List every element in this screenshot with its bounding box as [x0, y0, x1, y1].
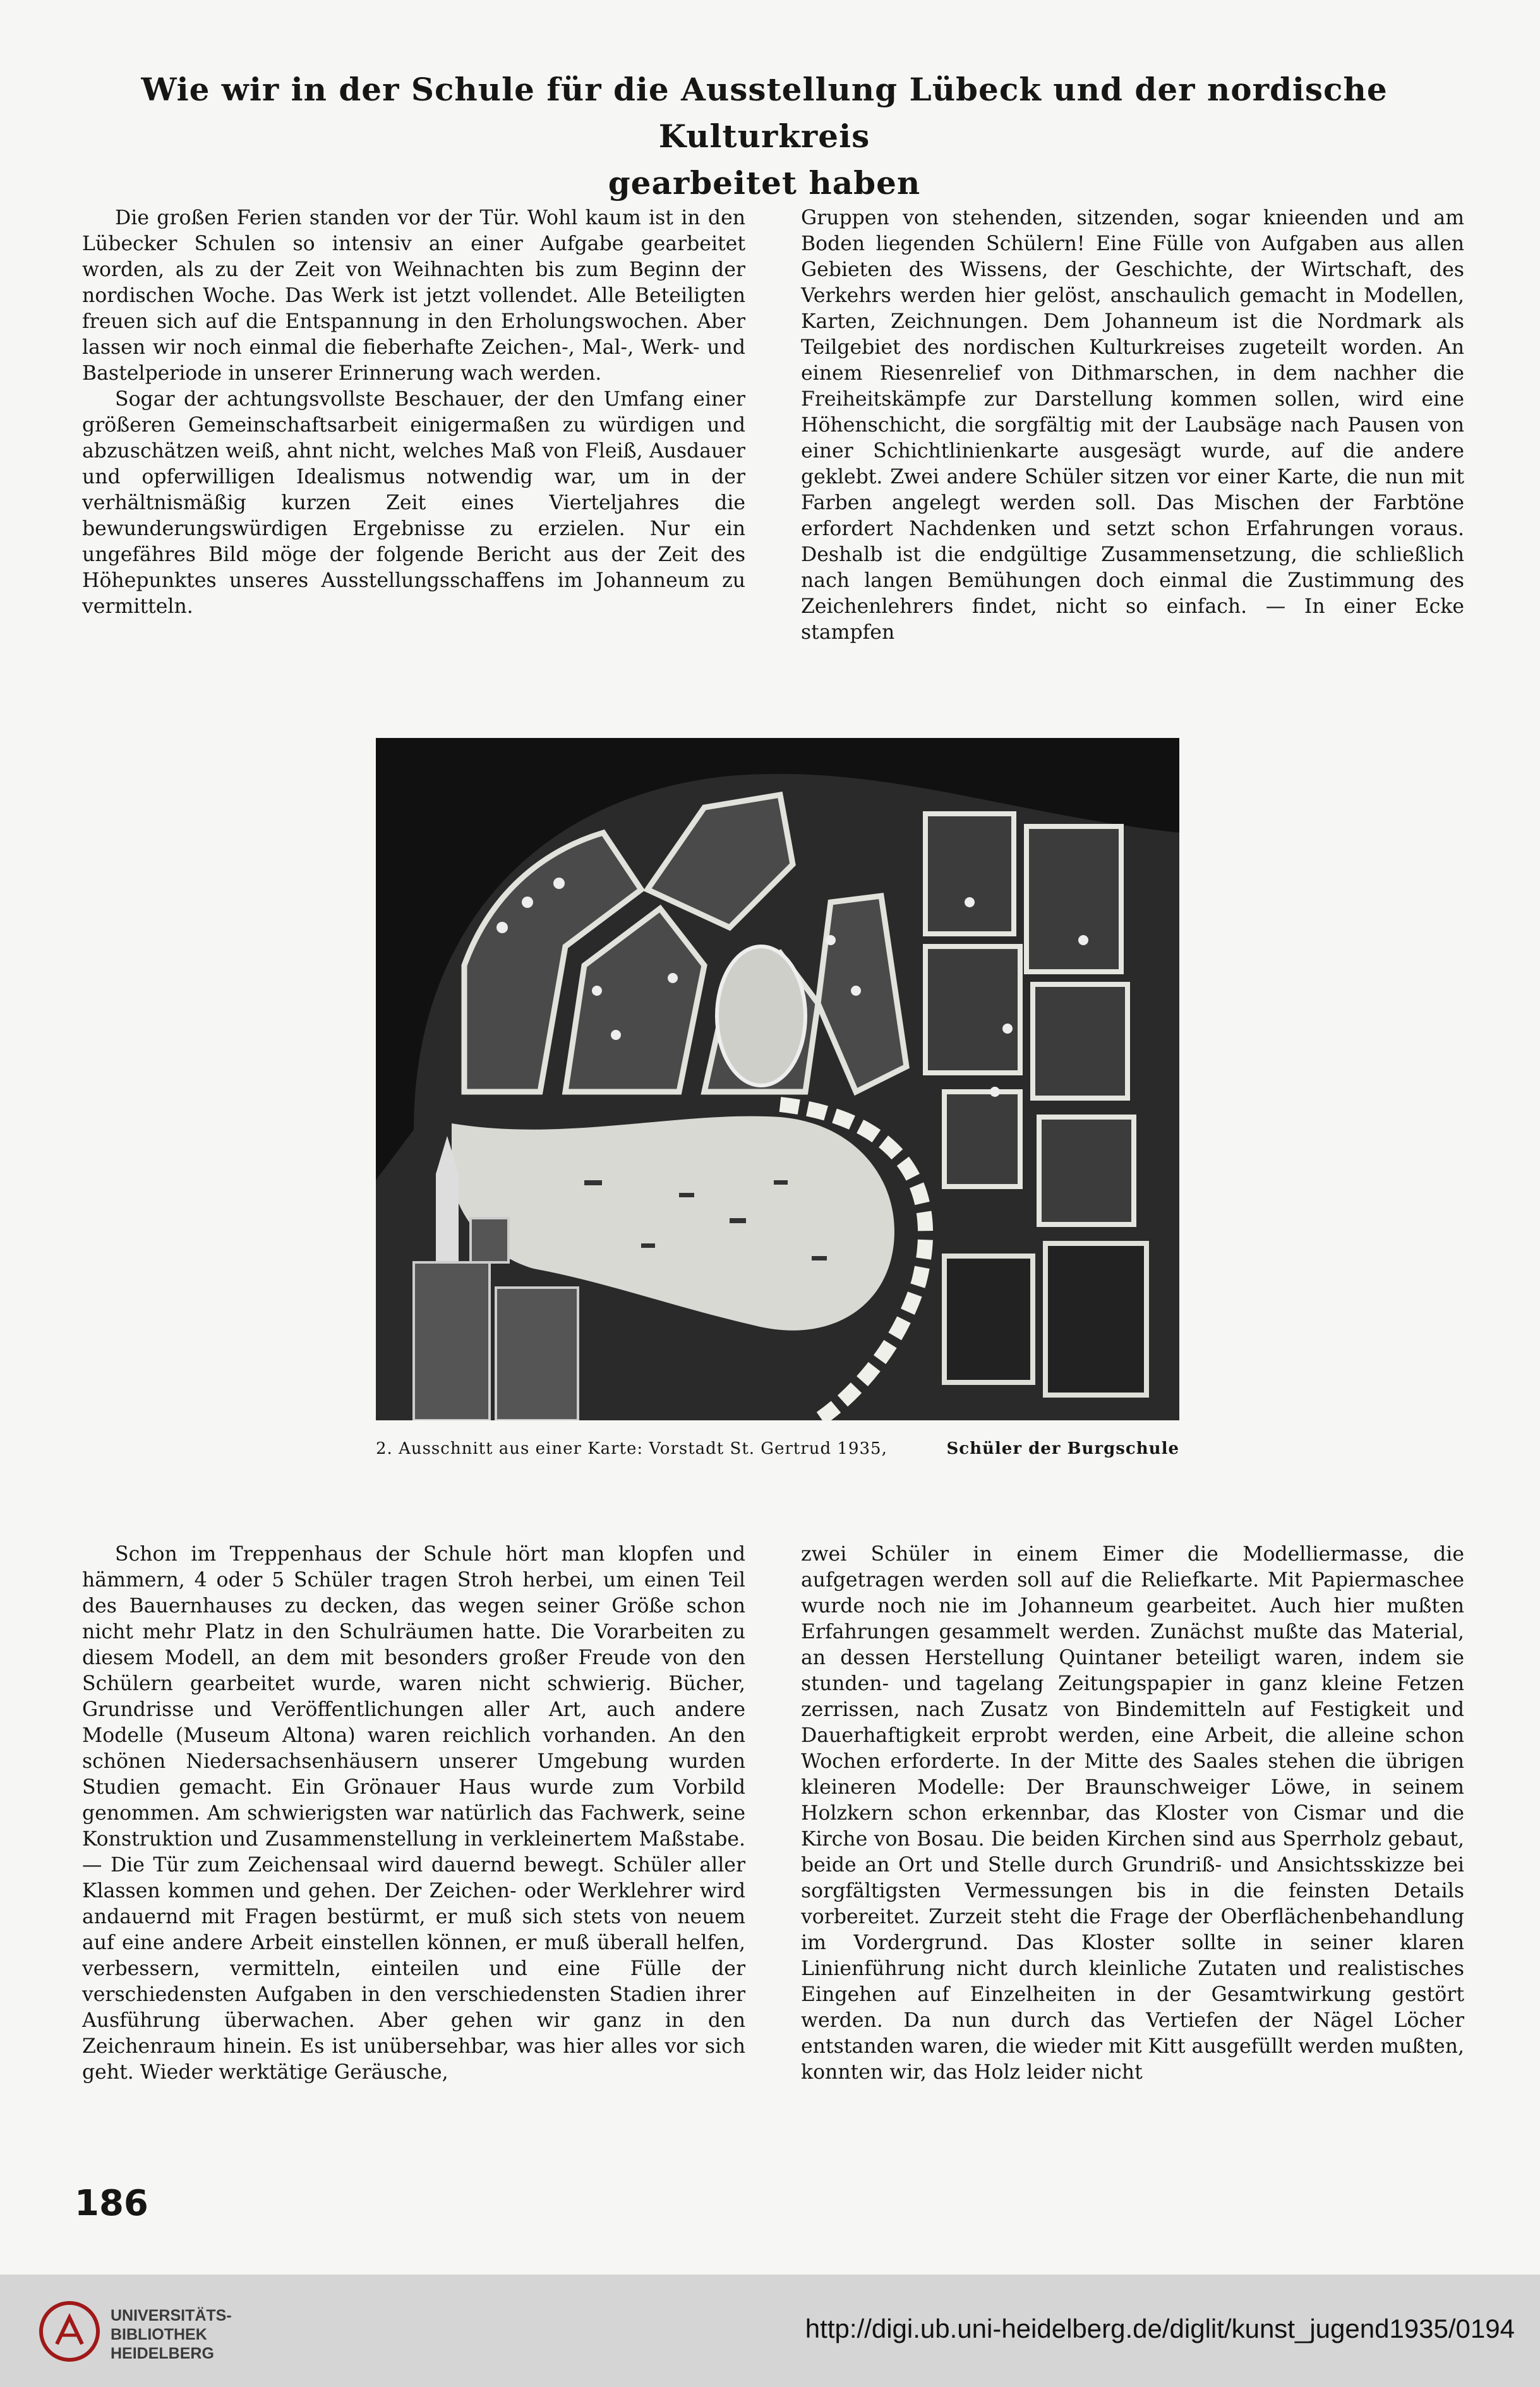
right-column-top: [801, 205, 1464, 646]
paragraph: Die großen Ferien standen vor der Tür. Wohl kaum ist in den Lübecker Schulen so intensiv an einer Aufgabe gearbeitet worden, als zu der Zeit von Weihnachten bis zum Beginn der nordischen Woche. Das Werk ist jetzt vollendet. Alle Beteiligten freuen sich auf die Entspannung in den Erholungswochen. Aber lassen wir noch einmal die fieberhafte Zeichen-, Mal-, Werk- und Bastelperiode in unserer Erinnerung wach werden.: [82, 207, 745, 385]
article-title: [69, 66, 1459, 207]
paragraph: Schon im Treppenhaus der Schule hört man klopfen und hämmern, 4 oder 5 Schüler tragen Stroh herbei, um einen Teil des Bauernhauses zu decken, das wegen seiner Größe schon nicht mehr Platz in den Schulräumen hatte. Die Vorarbeiten zu diesem Modell, an dem mit besonders großer Freude von den Schülern gearbeitet wurde, waren nicht schwierig. Bücher, Grundrisse und Veröffentlichungen aller Art, auch andere Modelle (Museum Altona) waren reichlich vorhanden. An den schönen Niedersachsenhäusern unserer Umgebung wurden Studien gemacht. Ein Grönauer Haus wurde zum Vorbild genommen. Am schwierigsten war natürlich das Fachwerk, seine Konstruktion und Zusammenstellung in verkleinertem Maßstabe. — Die Tür zum Zeichensaal wird dauernd bewegt. Schüler aller Klassen kommen und gehen. Der Zeichen- oder Werklehrer wird andauernd mit Fragen bestürmt, er muß sich stets von neuem auf eine andere Arbeit einstellen können, er muß überall helfen, verbessern, vermitteln, einteilen und eine Fülle der verschiedensten Aufgaben in den verschiedensten Stadien ihrer Ausführung überwachen. Aber gehen wir ganz in den Zeichenraum hinein. Es ist unübersehbar, was hier alles vor sich geht. Wieder werktätige Geräusche,: [82, 1543, 745, 2084]
library-name: UNIVERSITÄTS- BIBLIOTHEK HEIDELBERG: [111, 2307, 232, 2362]
right-column-bottom: [801, 1542, 1464, 2086]
library-seal-icon: [38, 2300, 101, 2363]
paragraph: zwei Schüler in einem Eimer die Modelliermasse, die aufgetragen werden soll auf die Reliefkarte. Mit Papiermaschee wurde noch nie im Johanneum gearbeitet. Auch hier mußten Erfahrungen gesammelt werden. Zunächst mußte das Material, an dessen Herstellung Quintaner beteiligt waren, indem sie stunden- und tagelang Zeitungspapier in ganz kleine Fetzen zerrissen, nach Zusatz von Bindemitteln auf Festigkeit und Dauerhaftigkeit erprobt werden, eine Arbeit, die alleine schon Wochen erforderte. In der Mitte des Saales stehen die übrigen kleineren Modelle: Der Braunschweiger Löwe, in seinem Holzkern schon erkennbar, das Kloster von Cismar und die Kirche von Bosau. Die beiden Kirchen sind aus Sperrholz gebaut, beide an Ort und Stelle durch Grundriß- und Ansichtsskizze bei sorgfältigsten Vermessungen bis in die feinsten Details vorbereitet. Zurzeit steht die Frage der Oberflächenbehandlung im Vordergrund. Das Kloster sollte in seiner klaren Linienführung nicht durch kleinliche Zutaten und realistisches Eingehen auf Einzelheiten in der Gesamtwirkung gestört werden. Da nun durch das Vertiefen der Nägel Löcher entstanden waren, die wieder mit Kitt ausgefüllt werden mußten, konnten wir, das Holz leider nicht: [801, 1543, 1464, 2084]
left-column-bottom: [82, 1542, 745, 2086]
paragraph: Gruppen von stehenden, sitzenden, sogar knieenden und am Boden liegenden Schülern! Eine Fülle von Aufgaben aus allen Gebieten des Wissens, der Geschichte, der Wirtschaft, des Verkehrs werden hier gelöst, anschaulich gemacht in Modellen, Karten, Zeichnungen. Dem Johanneum ist die Nordmark als Teilgebiet des nordischen Kulturkreises zugeteilt worden. An einem Riesenrelief von Dithmarschen, in dem nachher die Freiheitskämpfe zur Darstellung kommen sollen, wird eine Höhenschicht, die sorgfältig mit der Laubsäge nach Pausen von einer Schichtlinienkarte ausgesägt wurde, auf die andere geklebt. Zwei andere Schüler sitzen vor einer Karte, die nun mit Farben angelegt werden soll. Das Mischen der Farbtöne erfordert Nachdenken und setzt schon Erfahrungen voraus. Deshalb ist die endgültige Zusammensetzung, die schließlich nach langen Bemühungen doch einmal die Zustimmung des Zeichenlehrers findet, nicht so einfach. — In einer Ecke stampfen: [801, 207, 1464, 644]
caption-credit: Schüler der Burgschule: [946, 1439, 1179, 1458]
figure-caption: [376, 1438, 1179, 1459]
paragraph: Sogar der achtungsvollste Beschauer, der den Umfang einer größeren Gemeinschaftsarbeit einigermaßen zu würdigen und abzuschätzen weiß, ahnt nicht, welches Maß von Fleiß, Ausdauer und opferwilligen Idealismus notwendig war, um in der verhältnismäßig kurzen Zeit eines Vierteljahres die bewunderungswürdigen Ergebnisse zu erzielen. Nur ein ungefähres Bild möge der folgende Bericht aus der Zeit des Höhepunktes unseres Ausstellungsschaffens im Johanneum zu vermitteln.: [82, 388, 745, 618]
map-image: [376, 738, 1179, 1420]
source-url-link[interactable]: http://digi.ub.uni-heidelberg.de/diglit/kunst_jugend1935/0194: [805, 2314, 1515, 2343]
footer-bar: [0, 2275, 1540, 2387]
caption-text: 2. Ausschnitt aus einer Karte: Vorstadt St. Gertrud 1935,: [376, 1439, 887, 1458]
left-column-top: [82, 205, 745, 620]
page-number: 186: [75, 2183, 148, 2224]
title-line-1: Wie wir in der Schule für die Ausstellung Lübeck und der nordische Kulturkreis: [141, 71, 1388, 155]
map-illustration: [376, 738, 1179, 1420]
title-line-2: gearbeitet haben: [608, 164, 921, 202]
